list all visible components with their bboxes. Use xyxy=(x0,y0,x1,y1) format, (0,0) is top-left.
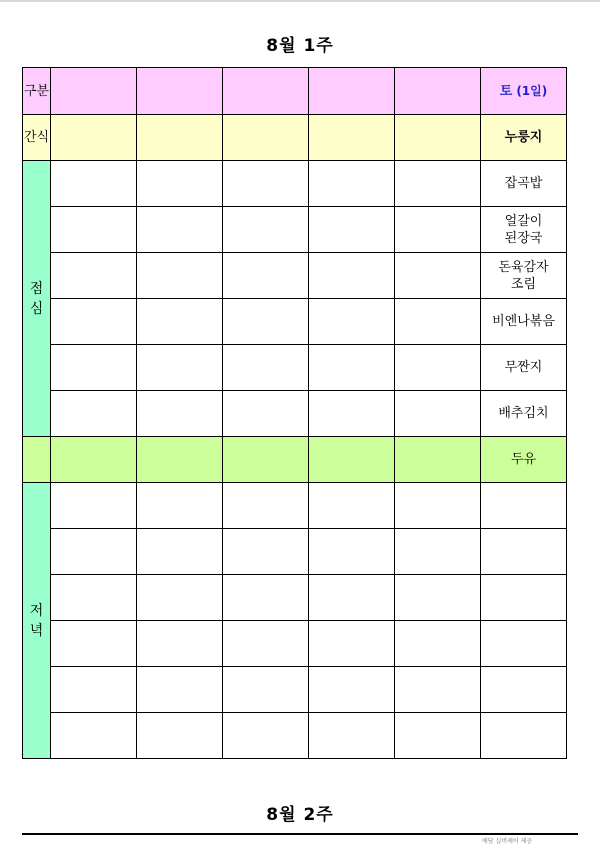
lunch-item: 배추김치 xyxy=(481,391,567,437)
dinner-row xyxy=(23,667,567,713)
menu-cell xyxy=(395,713,481,759)
menu-cell xyxy=(309,713,395,759)
menu-cell xyxy=(395,345,481,391)
day-cell xyxy=(223,68,309,115)
menu-cell xyxy=(223,713,309,759)
side-cell xyxy=(137,437,223,483)
lunch-item: 얼갈이 된장국 xyxy=(481,207,567,253)
day-cell xyxy=(51,68,137,115)
snack-cell xyxy=(223,115,309,161)
day-number: (1일) xyxy=(516,83,548,98)
menu-cell xyxy=(223,299,309,345)
lunch-row xyxy=(23,161,567,207)
week2-title: 8월 2주 xyxy=(266,805,334,825)
side-cell xyxy=(395,437,481,483)
menu-cell xyxy=(51,713,137,759)
snack-label: 간식 xyxy=(23,115,51,161)
header-row xyxy=(23,68,567,115)
menu-cell xyxy=(395,161,481,207)
menu-cell xyxy=(309,299,395,345)
menu-cell xyxy=(51,391,137,437)
lunch-row xyxy=(23,253,567,299)
menu-cell xyxy=(51,667,137,713)
menu-cell xyxy=(395,207,481,253)
day-cell xyxy=(137,68,223,115)
menu-cell xyxy=(309,483,395,529)
day-cell xyxy=(309,68,395,115)
menu-cell xyxy=(137,483,223,529)
menu-cell xyxy=(51,345,137,391)
menu-cell xyxy=(223,207,309,253)
menu-cell xyxy=(309,391,395,437)
menu-cell xyxy=(137,621,223,667)
lunch-label-cell xyxy=(23,161,51,437)
menu-cell xyxy=(137,299,223,345)
dinner-item xyxy=(481,483,567,529)
weekly-menu-table xyxy=(22,67,567,759)
snack-row xyxy=(23,115,567,161)
menu-cell xyxy=(309,207,395,253)
side-cell xyxy=(51,437,137,483)
menu-cell xyxy=(137,253,223,299)
footer-rule xyxy=(22,833,578,835)
top-rule xyxy=(0,0,600,2)
dinner-row xyxy=(23,483,567,529)
menu-cell xyxy=(137,529,223,575)
menu-cell xyxy=(223,161,309,207)
menu-cell xyxy=(137,575,223,621)
dinner-item xyxy=(481,575,567,621)
menu-cell xyxy=(223,575,309,621)
menu-cell xyxy=(223,667,309,713)
menu-cell xyxy=(51,299,137,345)
menu-cell xyxy=(223,253,309,299)
snack-cell xyxy=(395,115,481,161)
menu-cell xyxy=(395,253,481,299)
lunch-item: 비엔나볶음 xyxy=(481,299,567,345)
week1-title: 8월 1주 xyxy=(266,36,334,56)
menu-cell xyxy=(395,667,481,713)
saturday-lunch-side: 두유 xyxy=(481,437,567,483)
lunch-label: 점심 xyxy=(29,280,44,317)
menu-cell xyxy=(51,161,137,207)
snack-cell xyxy=(137,115,223,161)
menu-cell xyxy=(51,253,137,299)
menu-cell xyxy=(395,483,481,529)
menu-cell xyxy=(223,345,309,391)
menu-cell xyxy=(223,483,309,529)
day-label: 토 xyxy=(499,83,513,99)
dinner-label-cell xyxy=(23,483,51,759)
menu-cell xyxy=(51,575,137,621)
menu-cell xyxy=(137,207,223,253)
saturday-snack: 누룽지 xyxy=(481,115,567,161)
dinner-row xyxy=(23,575,567,621)
footer-credit: 예담 실버케어 제공 xyxy=(482,838,533,845)
snack-cell xyxy=(309,115,395,161)
lunch-side-row xyxy=(23,437,567,483)
menu-cell xyxy=(309,575,395,621)
saturday-header xyxy=(481,68,567,115)
lunch-item: 무짠지 xyxy=(481,345,567,391)
menu-cell xyxy=(137,345,223,391)
lunch-item: 잡곡밥 xyxy=(481,161,567,207)
lunch-row xyxy=(23,299,567,345)
dinner-item xyxy=(481,713,567,759)
menu-cell xyxy=(309,253,395,299)
menu-cell xyxy=(51,621,137,667)
dinner-item xyxy=(481,667,567,713)
menu-cell xyxy=(309,529,395,575)
menu-cell xyxy=(395,621,481,667)
menu-cell xyxy=(395,299,481,345)
menu-cell xyxy=(223,529,309,575)
menu-cell xyxy=(309,345,395,391)
lunch-side-label xyxy=(23,437,51,483)
menu-cell xyxy=(309,621,395,667)
lunch-row xyxy=(23,345,567,391)
day-cell xyxy=(395,68,481,115)
category-label: 구분 xyxy=(23,68,51,115)
menu-cell xyxy=(223,621,309,667)
menu-cell xyxy=(309,667,395,713)
menu-cell xyxy=(51,207,137,253)
side-cell xyxy=(223,437,309,483)
side-cell xyxy=(309,437,395,483)
menu-cell xyxy=(309,161,395,207)
dinner-item xyxy=(481,621,567,667)
menu-cell xyxy=(395,391,481,437)
lunch-row xyxy=(23,207,567,253)
menu-cell xyxy=(395,575,481,621)
dinner-row xyxy=(23,529,567,575)
lunch-item: 돈육감자 조림 xyxy=(481,253,567,299)
snack-cell xyxy=(51,115,137,161)
dinner-item xyxy=(481,529,567,575)
dinner-row xyxy=(23,621,567,667)
menu-cell xyxy=(51,483,137,529)
menu-cell xyxy=(223,391,309,437)
menu-cell xyxy=(395,529,481,575)
lunch-row xyxy=(23,391,567,437)
menu-cell xyxy=(51,529,137,575)
menu-cell xyxy=(137,391,223,437)
dinner-label: 저녁 xyxy=(29,602,44,639)
menu-cell xyxy=(137,161,223,207)
menu-cell xyxy=(137,713,223,759)
dinner-row xyxy=(23,713,567,759)
menu-cell xyxy=(137,667,223,713)
